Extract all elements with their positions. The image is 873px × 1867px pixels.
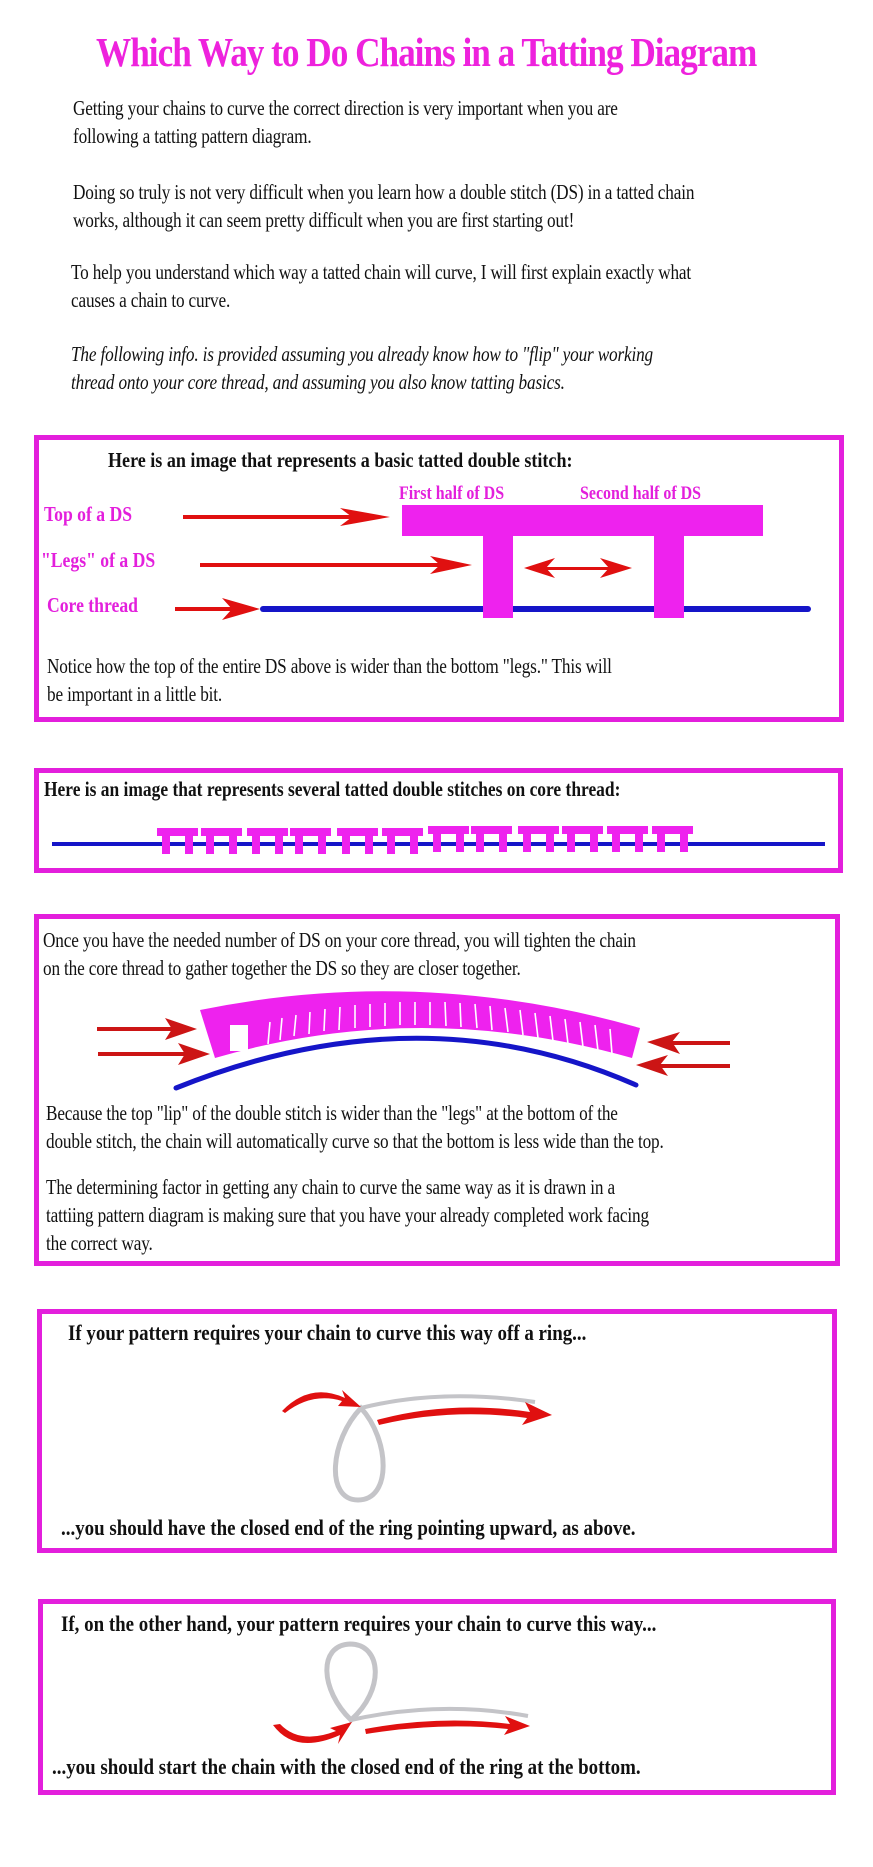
ring-loop	[335, 1408, 383, 1500]
chain-thread	[361, 1396, 535, 1408]
push-arrows-left-icon	[97, 1018, 210, 1065]
ds-leg-second	[654, 535, 684, 618]
arrow-right-icon	[175, 598, 260, 620]
arrow-curved-icon	[282, 1390, 361, 1413]
several-ds-heading: Here is an image that represents several tatted double stitches on core thread:	[44, 777, 621, 801]
arrow-curved-icon	[377, 1402, 552, 1425]
ring-bottom-footer: ...you should start the chain with the closed end of the ring at the bottom.	[52, 1754, 641, 1779]
lip-explanation-paragraph: Because the top "lip" of the double stitch is wider than the "legs" at the bottom of the double stitch, the chain will automatically curve so that the bottom is less wide than the top.	[46, 1101, 664, 1153]
arrow-curved-icon	[365, 1716, 530, 1735]
ds-top-bar	[402, 505, 763, 536]
double-arrow-icon	[524, 558, 632, 578]
chain-thread	[351, 1709, 528, 1720]
intro-paragraph-1: Getting your chains to curve the correct direction is very important when you are following a tatting pattern diagram.	[73, 96, 618, 148]
ring-bottom-diagram	[0, 1630, 873, 1760]
several-stitches-diagram	[0, 815, 873, 875]
intro-paragraph-2: Doing so truly is not very difficult when you learn how a double stitch (DS) in a tatted chain works, although it can seem pretty difficult when you are first starting out!	[73, 180, 695, 232]
ring-upward-diagram	[0, 1370, 873, 1520]
intro-paragraph-note: The following info. is provided assuming you already know how to "flip" your working thread onto your core thread, and assuming you also know tatting basics.	[71, 342, 654, 394]
ds-leg-first	[483, 535, 513, 618]
tighten-paragraph: Once you have the needed number of DS on your core thread, you will tighten the chain on the core thread to gather together the DS so they are closer together.	[43, 928, 636, 980]
first-half-label: First half of DS	[399, 483, 505, 504]
push-arrows-right-icon	[636, 1032, 730, 1076]
basic-ds-heading: Here is an image that represents a basic tatted double stitch:	[108, 448, 573, 472]
determining-factor-paragraph: The determining factor in getting any chain to curve the same way as it is drawn in a tattiing pattern diagram is making sure that you have your already completed work facing the correct way.	[46, 1175, 649, 1255]
second-half-label: Second half of DS	[580, 483, 702, 504]
core-thread-label: Core thread	[47, 593, 138, 617]
legs-of-ds-label: "Legs" of a DS	[41, 548, 156, 572]
arrow-right-icon	[200, 556, 472, 574]
curved-chain-diagram	[0, 980, 873, 1100]
ring-loop	[327, 1644, 375, 1720]
ring-bottom-heading: If, on the other hand, your pattern requires your chain to curve this way...	[61, 1611, 657, 1636]
ring-upward-footer: ...you should have the closed end of the ring pointing upward, as above.	[61, 1515, 636, 1540]
ring-upward-heading: If your pattern requires your chain to curve this way off a ring...	[68, 1320, 587, 1345]
first-stitch-gap	[230, 1025, 248, 1051]
basic-ds-note: Notice how the top of the entire DS above is wider than the bottom "legs." This will be important in a little bit.	[47, 654, 612, 706]
curved-stitch-band	[200, 991, 640, 1058]
page-title: Which Way to Do Chains in a Tatting Diagram	[96, 29, 757, 75]
top-of-ds-label: Top of a DS	[44, 502, 133, 526]
double-stitch-diagram	[0, 0, 873, 720]
arrow-curved-icon	[273, 1722, 352, 1744]
arrow-right-icon	[183, 508, 390, 526]
intro-paragraph-3: To help you understand which way a tatted chain will curve, I will first explain exactly what causes a chain to curve.	[71, 260, 692, 312]
